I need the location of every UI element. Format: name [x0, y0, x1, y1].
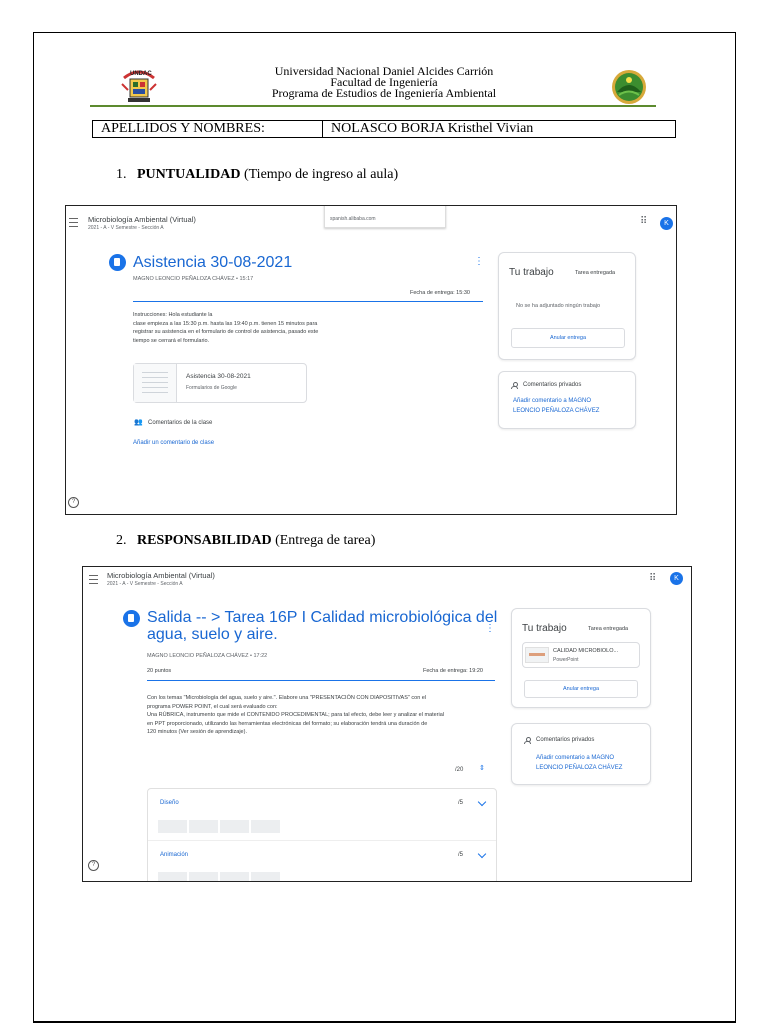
- menu-icon[interactable]: [69, 218, 78, 227]
- description-line: Con los temas "Microbiología del agua, suelo y aire.". Elabore una "PRESENTACIÓN CON DIAPOSITIVAS" con el: [147, 695, 427, 701]
- grade-value[interactable]: /20: [455, 767, 464, 773]
- rubric-panel: [147, 788, 497, 882]
- header-rule: [90, 105, 656, 107]
- section-2-subtitle: (Entrega de tarea): [275, 533, 376, 548]
- classroom-screenshot-attendance: [65, 205, 677, 515]
- university-name: Universidad Nacional Daniel Alcides Carrión: [274, 64, 494, 78]
- section-1-heading: PUNTUALIDAD: [137, 167, 241, 182]
- section-1-number: 1.: [116, 167, 127, 182]
- your-work-card: [511, 608, 651, 708]
- description-line: tiempo se cerrará el formulario.: [133, 337, 210, 344]
- more-options-icon[interactable]: ⋮: [474, 256, 484, 267]
- classroom-topbar: [83, 567, 691, 597]
- add-class-comment-link[interactable]: Añadir un comentario de clase: [133, 440, 215, 446]
- assignment-title: [147, 609, 497, 643]
- rubric-criterion: Animación: [160, 852, 189, 858]
- powerpoint-file-icon: [525, 647, 549, 663]
- help-icon[interactable]: ?: [88, 860, 99, 871]
- course-subtitle: 2021 - A - V Semestre - Sección A: [107, 581, 183, 587]
- file-type: PowerPoint: [553, 657, 579, 663]
- avatar[interactable]: K: [670, 572, 683, 585]
- description-line: 120 minutos (Ver sesión de aprendizaje).: [147, 729, 247, 735]
- section-1-subtitle: (Tiempo de ingreso al aula): [243, 167, 399, 182]
- submission-status: Tarea entregada: [575, 270, 616, 276]
- grade-stepper-icon[interactable]: ⇕: [479, 765, 485, 772]
- due-date: Fecha de entrega: 19:20: [423, 668, 483, 674]
- unsubmit-button[interactable]: Anular entrega: [511, 328, 625, 348]
- student-name: NOLASCO BORJA Kristhel Vivian: [331, 121, 534, 136]
- student-label: APELLIDOS Y NOMBRES:: [93, 121, 323, 137]
- help-icon[interactable]: ?: [68, 497, 79, 508]
- assignment-divider: [147, 680, 495, 681]
- add-private-comment-link[interactable]: [513, 396, 599, 416]
- section-2-heading: RESPONSABILIDAD: [137, 533, 272, 548]
- add-private-comment-line2: LEONCIO PEÑALOZA CHÁVEZ: [513, 408, 600, 414]
- assignment-description: [133, 311, 318, 345]
- section-2-number: 2.: [116, 533, 127, 548]
- program-logo: [610, 68, 648, 106]
- chevron-down-icon[interactable]: [478, 850, 486, 858]
- your-work-card: [498, 252, 636, 360]
- your-work-title: Tu trabajo: [509, 267, 554, 278]
- student-name-table: [92, 120, 676, 138]
- description-line: registrar su asistencia en el formulario de control de asistencia, pasado este: [133, 329, 319, 335]
- submission-status: Tarea entregada: [588, 626, 629, 632]
- chevron-down-icon[interactable]: [478, 798, 486, 806]
- assignment-icon: [109, 254, 126, 271]
- course-subtitle: 2021 - A - V Semestre - Sección A: [88, 225, 164, 231]
- description-line: en PPT proporcionado, utilizando las herramientas electrónicas del formato; su elaboración tendrá una duración de: [147, 720, 428, 727]
- menu-icon[interactable]: [89, 575, 98, 584]
- rubric-row[interactable]: [148, 789, 496, 841]
- description-line: programa POWER POINT, el cual será evaluado con:: [147, 703, 278, 710]
- rubric-row[interactable]: [148, 841, 496, 882]
- classroom-topbar: [66, 206, 676, 236]
- description-line: Una RÚBRICA, instrumento que mide el CONTENIDO PROCEDIMENTAL; para tal efecto, debe leer y analizar el material: [147, 712, 445, 718]
- add-private-comment-link[interactable]: [536, 753, 622, 773]
- file-name: CALIDAD MICROBIOLO...: [553, 648, 619, 654]
- rubric-score: /5: [458, 852, 464, 858]
- description-line: clase empieza a las 15:30 p.m. hasta las 19:40 p.m. tienen 15 minutos para: [133, 320, 318, 327]
- no-attachment-message: No se ha adjuntado ningún trabajo: [516, 303, 601, 309]
- program-name: Programa de Estudios de Ingeniería Ambiental: [271, 86, 497, 100]
- private-comments-label: Comentarios privados: [523, 382, 582, 388]
- private-comments-label: Comentarios privados: [536, 737, 595, 743]
- rubric-levels: [158, 872, 280, 882]
- rubric-score: /5: [458, 800, 464, 806]
- assignment-title: Asistencia 30-08-2021: [133, 254, 293, 271]
- your-work-title: Tu trabajo: [522, 623, 567, 634]
- add-private-comment-line1: Añadir comentario a MAGNO: [513, 398, 592, 404]
- faculty-name: Facultad de Ingeniería: [330, 75, 438, 89]
- section-1-title: [116, 167, 398, 183]
- rubric-criterion: Diseño: [160, 800, 179, 806]
- attachment-subtitle: Formularios de Google: [186, 385, 237, 391]
- person-icon: [524, 737, 530, 744]
- person-icon: [511, 382, 517, 389]
- add-private-comment-line2: LEONCIO PEÑALOZA CHÁVEZ: [536, 765, 623, 771]
- assignment-title-line1: Salida -- > Tarea 16P I Calidad microbiológica del: [147, 609, 498, 626]
- more-options-icon[interactable]: ⋮: [485, 623, 495, 634]
- due-date: Fecha de entrega: 15:30: [410, 290, 470, 296]
- browser-popup: [324, 205, 446, 228]
- apps-grid-icon[interactable]: ⠿: [640, 216, 648, 227]
- form-attachment[interactable]: [133, 363, 307, 403]
- private-comments-card: [498, 371, 636, 429]
- add-private-comment-line1: Añadir comentario a MAGNO: [536, 755, 615, 761]
- svg-text:UNDAC: UNDAC: [130, 71, 152, 77]
- attachment-title: Asistencia 30-08-2021: [186, 373, 251, 380]
- course-title[interactable]: Microbiología Ambiental (Virtual): [107, 571, 215, 580]
- section-2-title: [116, 533, 375, 549]
- apps-grid-icon[interactable]: ⠿: [649, 573, 657, 584]
- attachment-thumbnail: [134, 364, 177, 402]
- rubric-levels: [158, 820, 280, 833]
- assignment-divider: [133, 301, 483, 302]
- assignment-meta: MAGNO LEONCIO PEÑALOZA CHÁVEZ • 15:17: [133, 276, 254, 282]
- people-icon: 👥: [134, 419, 143, 426]
- page-bottom-rule: [33, 1021, 736, 1023]
- avatar[interactable]: K: [660, 217, 673, 230]
- class-comments-label: Comentarios de la clase: [148, 420, 213, 426]
- popup-url: spanish.alibaba.com: [330, 216, 376, 222]
- submitted-file[interactable]: [522, 642, 640, 668]
- course-title[interactable]: Microbiología Ambiental (Virtual): [88, 215, 196, 224]
- assignment-icon: [123, 610, 140, 627]
- unsubmit-button[interactable]: Anular entrega: [524, 680, 638, 698]
- header-text: [0, 66, 768, 99]
- points: 20 puntos: [147, 668, 172, 674]
- private-comments-card: [511, 723, 651, 785]
- assignment-description: [147, 694, 444, 737]
- classroom-screenshot-assignment: [82, 566, 692, 882]
- assignment-meta: MAGNO LEONCIO PEÑALOZA CHÁVEZ • 17:22: [147, 653, 268, 659]
- description-line: Instrucciones: Hola estudiante la: [133, 312, 213, 318]
- assignment-title-line2: agua, suelo y aire.: [147, 626, 278, 643]
